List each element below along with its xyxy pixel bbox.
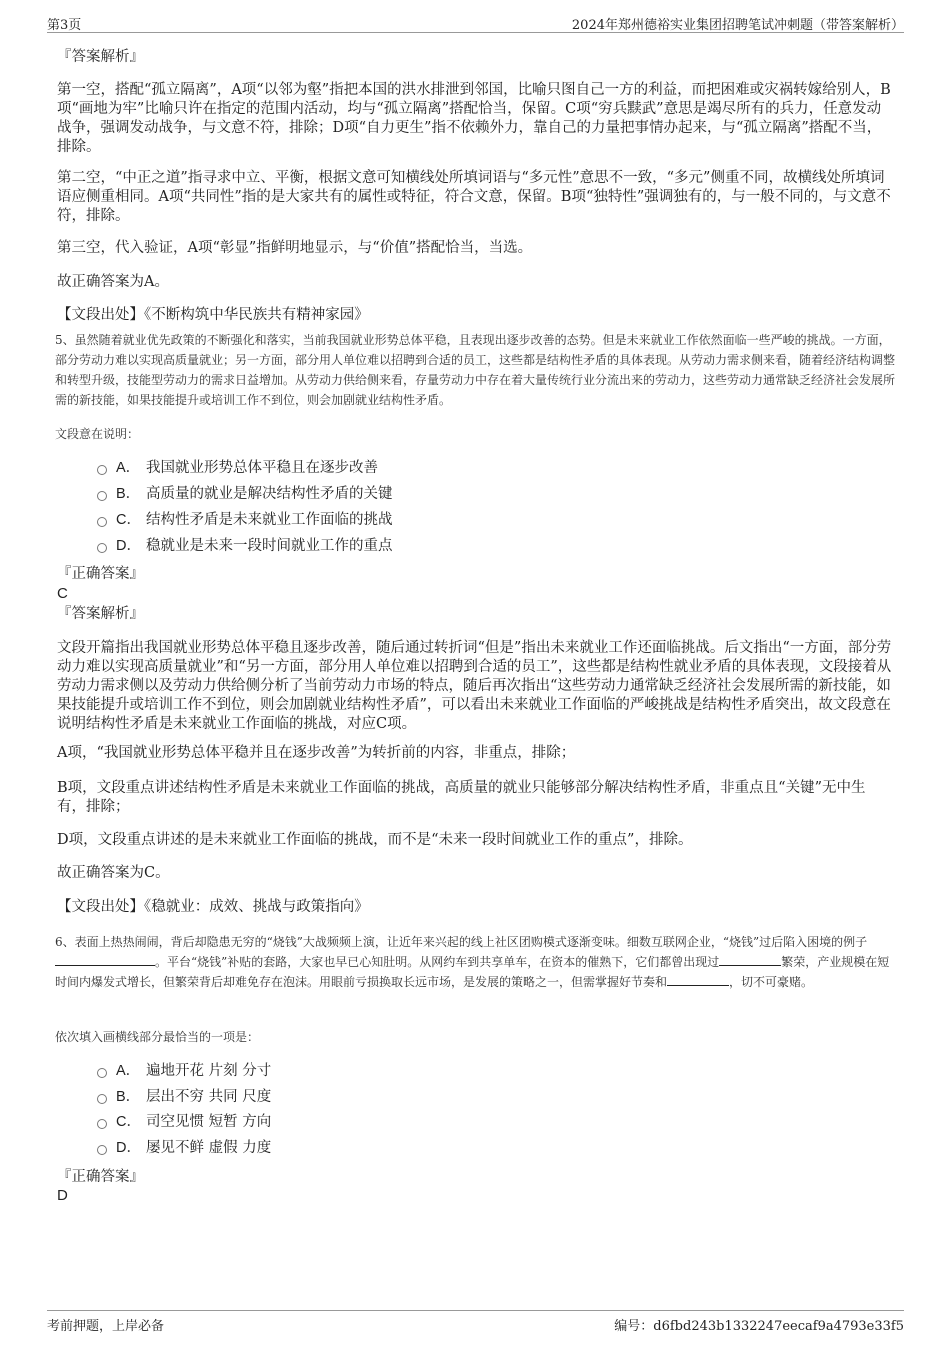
option-text: 结构性矛盾是未来就业工作面临的挑战 [146, 512, 393, 528]
question-prompt: 文段意在说明： [55, 427, 140, 441]
analysis-paragraph: A项，“我国就业形势总体平稳并且在逐步改善”为转折前的内容，非重点，排除； [57, 745, 576, 761]
option-text: 稳就业是未来一段时间就业工作的重点 [146, 538, 393, 554]
analysis-label: 『答案解析』 [57, 49, 144, 65]
option-text: 遍地开花 片刻 分寸 [146, 1063, 272, 1079]
stem-text: 繁荣，产业规模在短时间内爆发式增长，但繁荣背后却难免存在泡沫。用眼前亏损换取长远市场，是发展的策略之一，但需掌握好节奏和 [55, 955, 890, 989]
correct-answer-label: 『正确答案』 [57, 1169, 144, 1185]
stem-text: ，切不可豪赌。 [729, 975, 814, 989]
correct-answer-value: C [57, 585, 68, 602]
stem-text: 6、表面上热热闹闹，背后却隐患无穷的“烧钱”大战频频上演，让近年来兴起的线上社区团购模式逐渐变味。细数互联网企业，“烧钱”过后陷入困境的例子 [55, 935, 868, 949]
radio-icon[interactable] [97, 491, 107, 501]
radio-icon[interactable] [97, 1119, 107, 1129]
option-letter: A． [116, 1063, 141, 1079]
document-id: 编号：d6fbd243b1332247eecaf9a4793e33f5 [614, 1319, 904, 1334]
option-c[interactable] [97, 1112, 271, 1132]
option-letter: C． [116, 1114, 141, 1130]
document-title: 2024年郑州德裕实业集团招聘笔试冲刺题（带答案解析） [571, 18, 904, 33]
option-d[interactable] [97, 1138, 271, 1158]
analysis-paragraph: 第三空，代入验证，A项“彰显”指鲜明地显示，与“价值”搭配恰当，当选。 [57, 240, 533, 256]
radio-icon[interactable] [97, 1094, 107, 1104]
question-stem [55, 932, 895, 992]
answer-conclusion: 故正确答案为A。 [57, 274, 169, 290]
option-text: 高质量的就业是解决结构性矛盾的关键 [146, 486, 393, 502]
analysis-label: 『答案解析』 [57, 606, 144, 622]
option-letter: C． [116, 512, 141, 528]
option-b[interactable] [97, 484, 393, 504]
source-citation: 【文段出处】《稳就业：成效、挑战与政策指向》 [57, 899, 369, 915]
radio-icon[interactable] [97, 1145, 107, 1155]
option-letter: D． [116, 1140, 141, 1156]
option-d[interactable] [97, 536, 393, 556]
fill-blank [55, 952, 155, 966]
analysis-paragraph: 第一空，搭配“孤立隔离”，A项“以邻为壑”指把本国的洪水排泄到邻国，比喻只图自己一方的利益，而把困难或灾祸转嫁给别人，B项“画地为牢”比喻只许在指定的范围内活动，均与“孤立隔离”搭配恰当，保留。C项“穷兵黩武”意思是竭尽所有的兵力，任意发动战争，强调发动战争，与文意不符，排除；D项“自力更生”指不依赖外力，靠自己的力量把事情办起来，与“孤立隔离”搭配不当，排除。 [57, 82, 891, 155]
option-text: 司空见惯 短暂 方向 [146, 1114, 272, 1130]
fill-blank [719, 952, 781, 966]
answer-conclusion: 故正确答案为C。 [57, 865, 170, 881]
option-text: 屡见不鲜 虚假 力度 [146, 1140, 272, 1156]
radio-icon[interactable] [97, 465, 107, 475]
analysis-paragraph: B项，文段重点讲述结构性矛盾是未来就业工作面临的挑战，高质量的就业只能够部分解决结构性矛盾，非重点且“关键”无中生有，排除； [57, 780, 866, 815]
option-letter: B． [116, 486, 141, 502]
source-citation: 【文段出处】《不断构筑中华民族共有精神家园》 [57, 307, 369, 323]
fill-blank [667, 972, 729, 986]
option-a[interactable] [97, 1061, 271, 1081]
question-prompt: 依次填入画横线部分最恰当的一项是： [55, 1030, 260, 1044]
page-number: 第3页 [47, 18, 82, 33]
stem-text: 。平台“烧钱”补贴的套路，大家也早已心知肚明。从网约车到共享单车，在资本的催熟下，它们都曾出现过 [155, 955, 720, 969]
option-letter: B． [116, 1089, 141, 1105]
radio-icon[interactable] [97, 517, 107, 527]
option-letter: D． [116, 538, 141, 554]
option-text: 层出不穷 共同 尺度 [146, 1089, 272, 1105]
option-b[interactable] [97, 1087, 271, 1107]
correct-answer-label: 『正确答案』 [57, 566, 144, 582]
correct-answer-value: D [57, 1187, 68, 1204]
option-a[interactable] [97, 458, 378, 478]
page-footer [47, 1310, 904, 1333]
option-c[interactable] [97, 510, 393, 530]
analysis-paragraph: D项，文段重点讲述的是未来就业工作面临的挑战，而不是“未来一段时间就业工作的重点”，排除。 [57, 832, 693, 848]
footer-slogan: 考前押题，上岸必备 [47, 1319, 165, 1334]
option-letter: A． [116, 460, 141, 476]
radio-icon[interactable] [97, 1068, 107, 1078]
option-text: 我国就业形势总体平稳且在逐步改善 [146, 460, 378, 476]
analysis-paragraph: 文段开篇指出我国就业形势总体平稳且逐步改善，随后通过转折词“但是”指出未来就业工作还面临挑战。后文指出“一方面，部分劳动力难以实现高质量就业”和“另一方面，部分用人单位难以招聘到合适的员工”，这些都是结构性就业矛盾的具体表现，文段接着从劳动力需求侧以及劳动力供给侧分析了当前劳动力市场的特点，随后再次指出“这些劳动力通常缺乏经济社会发展所需的新技能，如果技能提升或培训工作不到位，则会加剧就业结构性矛盾”，可以看出未来就业工作面临的严峻挑战是结构性矛盾突出，故文段意在说明结构性矛盾是未来就业工作面临的挑战，对应C项。 [57, 640, 892, 732]
page-header [47, 12, 904, 33]
analysis-paragraph: 第二空，“中正之道”指寻求中立、平衡，根据文意可知横线处所填词语与“多元性”意思不一致，“多元”侧重不同，故横线处所填词语应侧重相同。A项“共同性”指的是大家共有的属性或特征，符合文意，保留。B项“独特性”强调独有的，与一般不同的，与文意不符，排除。 [57, 170, 891, 224]
question-stem: 5、虽然随着就业优先政策的不断强化和落实，当前我国就业形势总体平稳，且表现出逐步改善的态势。但是未来就业工作依然面临一些严峻的挑战。一方面，部分劳动力难以实现高质量就业；另一方面，部分用人单位难以招聘到合适的员工，这些都是结构性矛盾的具体表现。从劳动力需求侧来看，随着经济结构调整和转型升级，技能型劳动力的需求日益增加。从劳动力供给侧来看，存量劳动力中存在着大量传统行业分流出来的劳动力，这些劳动力通常缺乏经济社会发展所需的新技能，如果技能提升或培训工作不到位，则会加剧就业结构性矛盾。 [55, 333, 896, 407]
radio-icon[interactable] [97, 543, 107, 553]
